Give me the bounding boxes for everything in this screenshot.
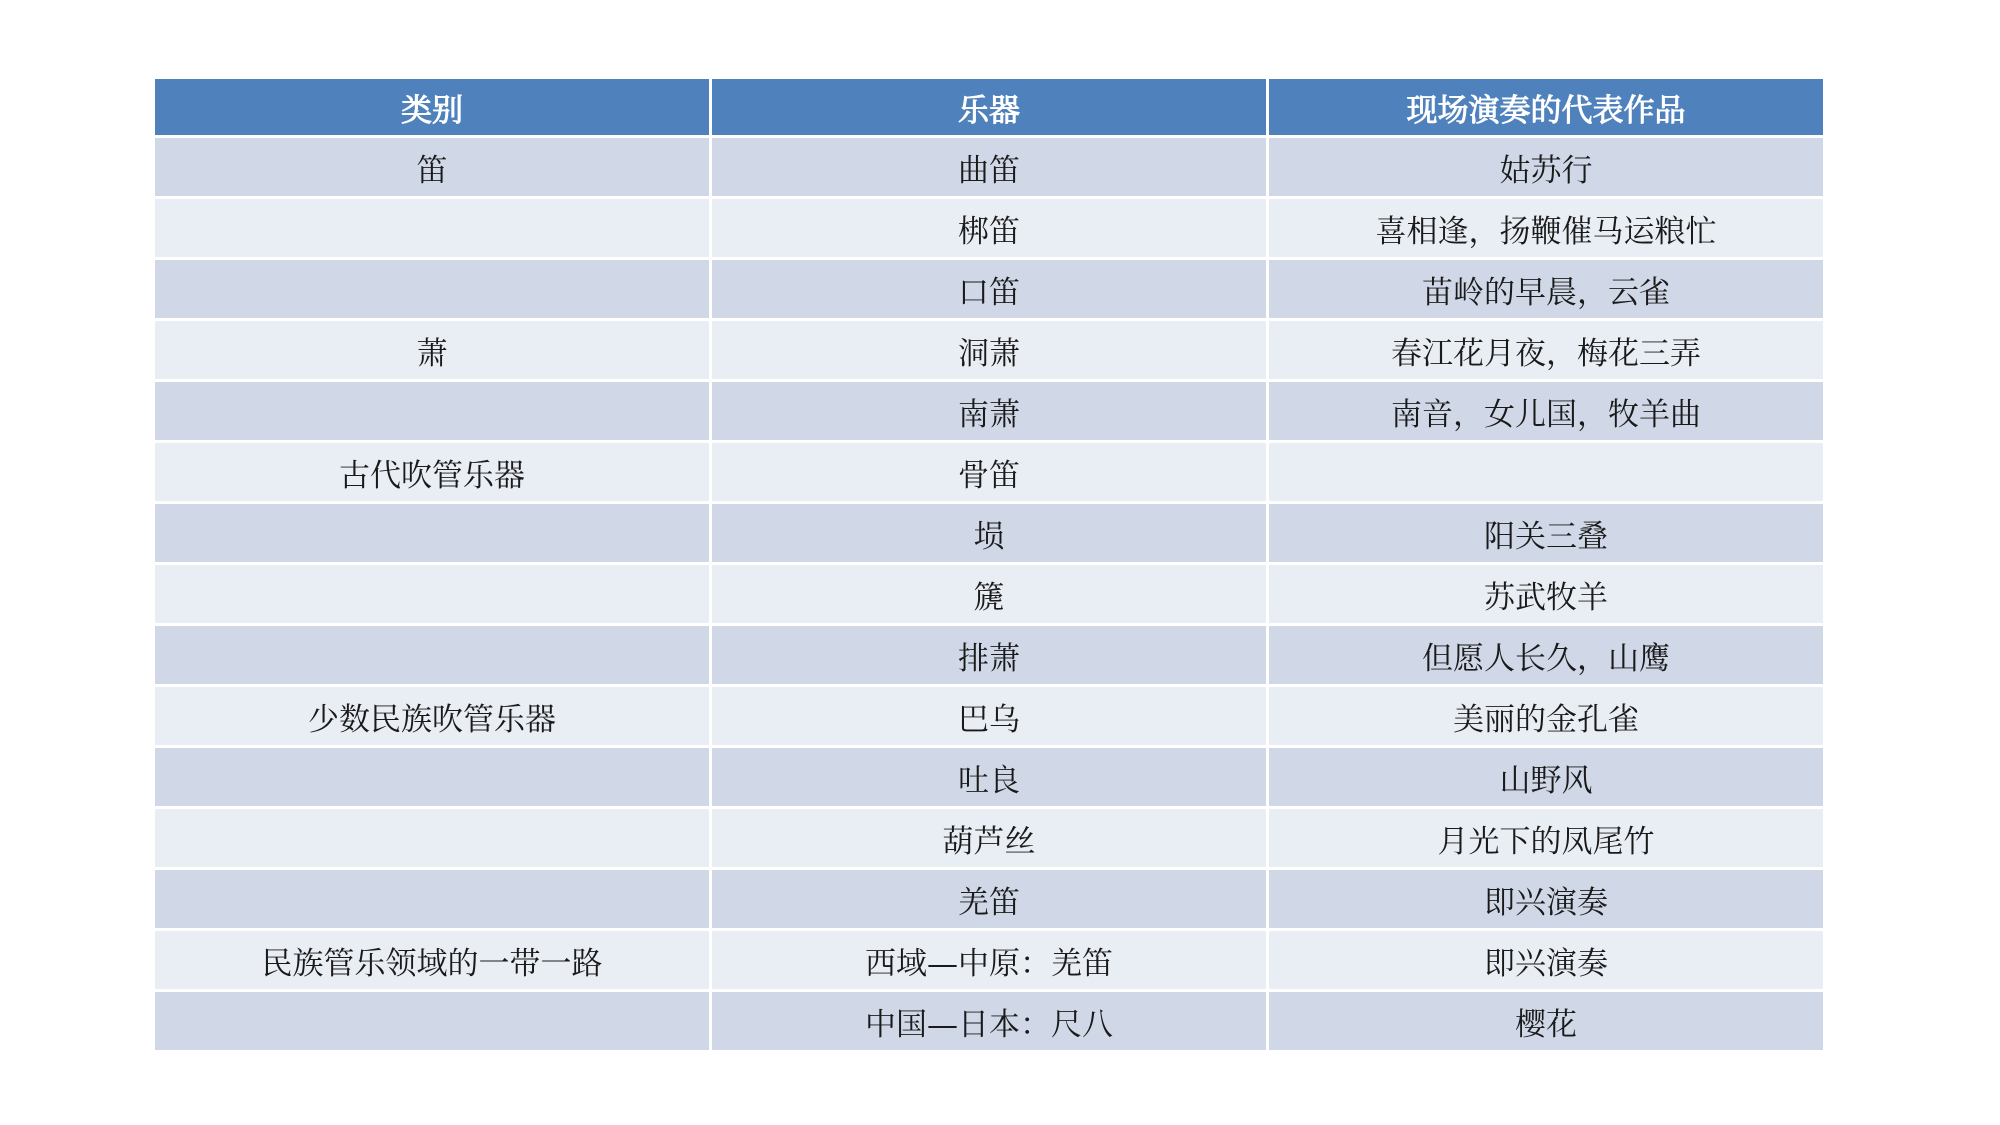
header-category: 类别 xyxy=(154,78,711,137)
category-cell xyxy=(154,198,711,259)
instrument-cell: 曲笛 xyxy=(711,137,1268,198)
works-cell: 春江花月夜，梅花三弄 xyxy=(1268,320,1825,381)
instrument-cell: 中国—日本：尺八 xyxy=(711,991,1268,1052)
instrument-table xyxy=(152,76,1826,1053)
works-cell: 月光下的凤尾竹 xyxy=(1268,808,1825,869)
category-cell xyxy=(154,869,711,930)
works-cell: 山野风 xyxy=(1268,747,1825,808)
instrument-cell: 巴乌 xyxy=(711,686,1268,747)
header-representative-works: 现场演奏的代表作品 xyxy=(1268,78,1825,137)
instrument-cell: 骨笛 xyxy=(711,442,1268,503)
instrument-cell: 羌笛 xyxy=(711,869,1268,930)
header-instrument: 乐器 xyxy=(711,78,1268,137)
table-row xyxy=(154,381,1825,442)
table-row xyxy=(154,991,1825,1052)
instrument-cell: 南萧 xyxy=(711,381,1268,442)
instrument-cell: 埙 xyxy=(711,503,1268,564)
table-row xyxy=(154,442,1825,503)
table-row xyxy=(154,259,1825,320)
instrument-cell: 排萧 xyxy=(711,625,1268,686)
works-cell: 阳关三叠 xyxy=(1268,503,1825,564)
table-row xyxy=(154,808,1825,869)
table-row xyxy=(154,320,1825,381)
category-cell xyxy=(154,381,711,442)
table-row xyxy=(154,198,1825,259)
category-cell: 萧 xyxy=(154,320,711,381)
works-cell: 美丽的金孔雀 xyxy=(1268,686,1825,747)
instrument-cell: 西域—中原：羌笛 xyxy=(711,930,1268,991)
works-cell: 但愿人长久，山鹰 xyxy=(1268,625,1825,686)
table-row xyxy=(154,137,1825,198)
table-row xyxy=(154,564,1825,625)
works-cell: 即兴演奏 xyxy=(1268,930,1825,991)
works-cell: 樱花 xyxy=(1268,991,1825,1052)
instrument-cell: 吐良 xyxy=(711,747,1268,808)
instrument-cell: 梆笛 xyxy=(711,198,1268,259)
table-body xyxy=(154,137,1825,1052)
category-cell xyxy=(154,503,711,564)
works-cell: 喜相逢，扬鞭催马运粮忙 xyxy=(1268,198,1825,259)
category-cell: 民族管乐领域的一带一路 xyxy=(154,930,711,991)
works-cell: 姑苏行 xyxy=(1268,137,1825,198)
category-cell xyxy=(154,259,711,320)
category-cell: 少数民族吹管乐器 xyxy=(154,686,711,747)
category-cell xyxy=(154,747,711,808)
table-row xyxy=(154,747,1825,808)
table-row xyxy=(154,686,1825,747)
category-cell xyxy=(154,625,711,686)
category-cell xyxy=(154,808,711,869)
table-row xyxy=(154,869,1825,930)
table-row xyxy=(154,930,1825,991)
instrument-cell: 葫芦丝 xyxy=(711,808,1268,869)
works-cell: 苏武牧羊 xyxy=(1268,564,1825,625)
header-row xyxy=(154,78,1825,137)
table-row xyxy=(154,625,1825,686)
category-cell xyxy=(154,564,711,625)
instrument-cell: 口笛 xyxy=(711,259,1268,320)
works-cell xyxy=(1268,442,1825,503)
category-cell: 古代吹管乐器 xyxy=(154,442,711,503)
table-header xyxy=(154,78,1825,137)
works-cell: 苗岭的早晨，云雀 xyxy=(1268,259,1825,320)
instrument-cell: 篪 xyxy=(711,564,1268,625)
category-cell xyxy=(154,991,711,1052)
works-cell: 即兴演奏 xyxy=(1268,869,1825,930)
category-cell: 笛 xyxy=(154,137,711,198)
instrument-cell: 洞萧 xyxy=(711,320,1268,381)
table-row xyxy=(154,503,1825,564)
works-cell: 南音，女儿国，牧羊曲 xyxy=(1268,381,1825,442)
